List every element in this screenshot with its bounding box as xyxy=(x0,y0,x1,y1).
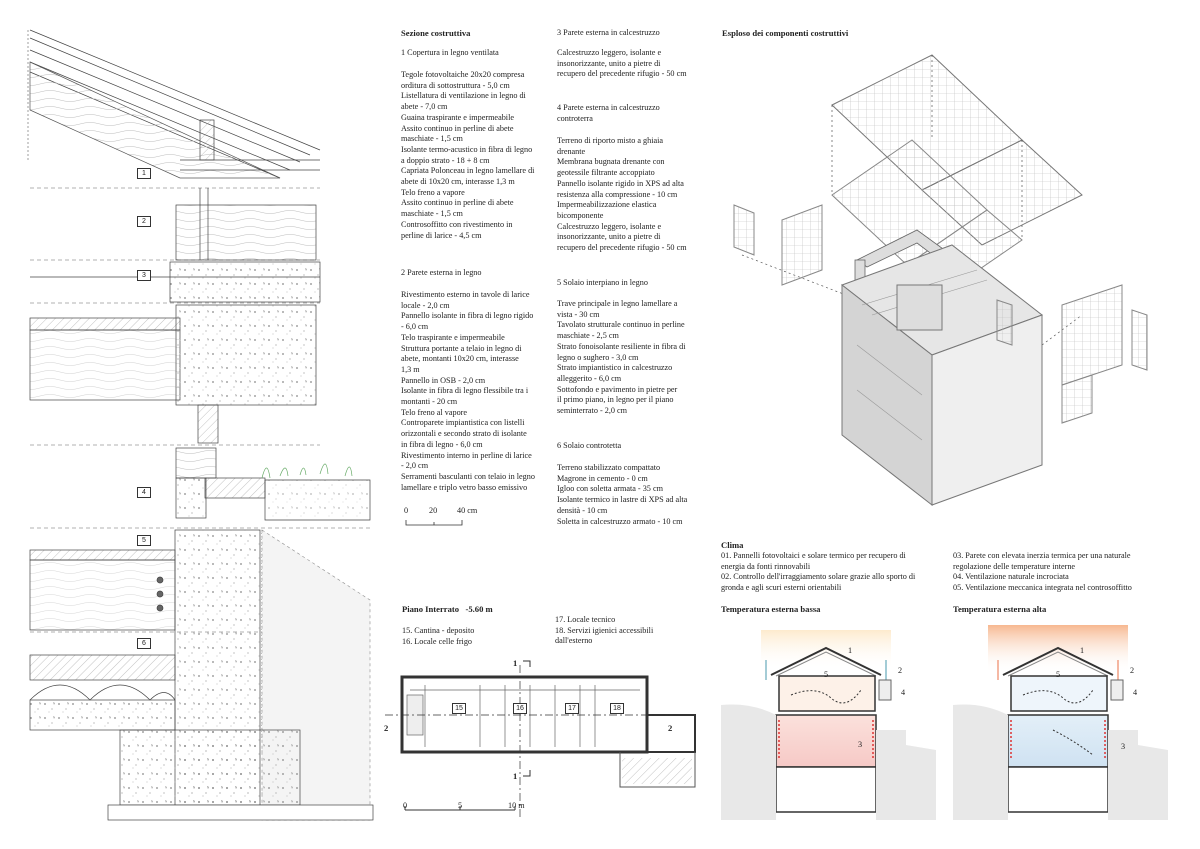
concrete-wall-heading: 3 Parete esterna in calcestruzzo xyxy=(557,28,660,37)
exploded-title: Esploso dei componenti costruttivi xyxy=(722,28,849,38)
low-num-3: 3 xyxy=(858,740,863,749)
section-tag-1: 1 xyxy=(137,168,151,179)
plan-legend-b: 17. Locale tecnico 18. Servizi igienici accessibili dall'esterno xyxy=(555,615,654,646)
high-num-2: 2 xyxy=(1130,666,1135,675)
floor-detail xyxy=(30,305,316,443)
plan-scale-0: 0 xyxy=(403,801,408,810)
low-num-4: 4 xyxy=(901,688,906,697)
plan-legend-a: 15. Cantina - deposito 16. Locale celle frigo xyxy=(402,626,475,646)
high-num-4: 4 xyxy=(1133,688,1138,697)
roof-heading: 1 Copertura in legno ventilata xyxy=(401,48,499,57)
section-title: Sezione costruttiva xyxy=(401,28,471,38)
roof-layers: Tegole fotovoltaiche 20x20 compresa orditura di sottostruttura - 5,0 cm Listellatura di ventilazione in legno di abete - 7,0 cm Guaina traspirante e impermeabile Assito continuo in perline di abete maschiate - 1,5 cm Isolante termo-acustico in fibra di legno a doppio strato - 18 + 8 cm Capriata Polonceau in legno lamellare di abete di 10x20 cm, interasse 1,3 m Telo freno a vapore Assito continuo in perline di abete maschiate - 1,5 cm Controsoffitto con rivestimento in perline di larice - 4,5 cm xyxy=(401,70,535,240)
section-scale-bar xyxy=(402,506,482,530)
high-temp-diagram xyxy=(953,620,1168,820)
high-temp-title: Temperatura esterna alta xyxy=(953,604,1047,614)
low-num-2: 2 xyxy=(898,666,903,675)
section-tag-5: 5 xyxy=(137,535,151,546)
roof-detail xyxy=(28,30,320,178)
wood-wall-layers: Rivestimento esterno in tavole di larice locale - 2,0 cm Pannello isolante in fibra di legno rigido - 6,0 cm Telo traspirante e impermeabile Struttura portante a telaio in legno di abete, montanti 10x20 cm, interasse 1,3 m Pannello in OSB - 2,0 cm Isolante in fibra di legno flessibile tra i montanti - 20 cm Telo freno al vapore Controparete impiantistica con listelli orizzontali e secondo strato di isolante in fibra di legno - 6,0 cm Rivestimento interno in perline di larice - 2,0 cm Serramenti basculanti con telaio in legno lamellare e triplo vetro basso emissivo xyxy=(401,290,535,492)
plan-room-15: 15 xyxy=(452,703,466,714)
section-tag-4: 4 xyxy=(137,487,151,498)
exploded-drawing xyxy=(722,45,1192,525)
concrete-wall-layers: Calcestruzzo leggero, isolante e insonorizzante, unito a pietre di recupero del precedente rifugio - 50 cm xyxy=(557,48,687,79)
scale-tick-20: 20 xyxy=(429,506,438,515)
scale-tick-0: 0 xyxy=(404,506,409,515)
clima-title: Clima xyxy=(721,540,744,550)
wood-wall-detail xyxy=(30,188,320,302)
basement-plan xyxy=(380,655,710,830)
plan-room-17: 17 xyxy=(565,703,579,714)
section-tag-2: 2 xyxy=(137,216,151,227)
floor-layers: Trave principale in legno lamellare a vista - 30 cm Tavolato strutturale continuo in perline maschiate - 2,5 cm Strato fonoisolante resiliente in fibra di legno o sughero - 3,0 cm Strato impiantistico in calcestruzzo alleggerito - 6,0 cm Sottofondo e pavimento in pietre per il primo piano, in legno per il piano seminterrato - 2,0 cm xyxy=(557,299,686,416)
plan-cut-2-left: 2 xyxy=(384,723,389,733)
basement-plan-svg xyxy=(380,655,710,830)
plan-cut-2-right: 2 xyxy=(668,723,673,733)
earth-wall-layers: Terreno di riporto misto a ghiaia drenante Membrana bugnata drenante con geotessile filtrante accoppiato Pannello isolante rigido in XPS ad alta resistenza alla compressione - 10 cm Impermeabilizzazione elastica bicomponente Calcestruzzo leggero, isolante e insonorizzante, unito a pietre di recupero del precedente rifugio - 50 cm xyxy=(557,136,687,253)
high-num-5: 5 xyxy=(1056,670,1061,679)
section-tag-6: 6 xyxy=(137,638,151,649)
low-temp-title: Temperatura esterna bassa xyxy=(721,604,821,614)
ground-slab-layers: Terreno stabilizzato compattato Magrone in cemento - 0 cm Igloo con soletta armata - 35 cm Isolante termico in lastre di XPS ad alta densità - 10 cm Soletta in calcestruzzo armato - 10 cm xyxy=(557,463,688,526)
plan-scale-5: 5 xyxy=(458,801,463,810)
floor-heading: 5 Solaio interpiano in legno xyxy=(557,278,648,287)
ground-detail xyxy=(176,448,370,520)
ground-slab-heading: 6 Solaio controtetta xyxy=(557,441,622,450)
section-tag-3: 3 xyxy=(137,270,151,281)
wood-wall-heading: 2 Parete esterna in legno xyxy=(401,268,482,277)
plan-room-18: 18 xyxy=(610,703,624,714)
exploded-svg xyxy=(722,45,1192,525)
scale-tick-40: 40 cm xyxy=(457,506,478,515)
high-num-1: 1 xyxy=(1080,646,1085,655)
section-drawing xyxy=(0,0,380,849)
high-num-3: 3 xyxy=(1121,742,1126,751)
high-temp-svg xyxy=(953,620,1168,820)
plan-scale-10: 10 m xyxy=(508,801,525,810)
plan-cut-1-bottom: 1 xyxy=(513,771,518,781)
plan-cut-1-top: 1 xyxy=(513,658,518,668)
low-num-5: 5 xyxy=(824,670,829,679)
low-temp-svg xyxy=(721,620,936,820)
clima-list-b: 03. Parete con elevata inerzia termica per una naturale regolazione delle temperature interne 04. Ventilazione naturale incrociata 05. Ventilazione meccanica integrata nel controsoffitto xyxy=(953,551,1132,593)
earth-wall-heading: 4 Parete esterna in calcestruzzo controterra xyxy=(557,103,660,123)
section-drawing-svg xyxy=(0,0,380,849)
low-num-1: 1 xyxy=(848,646,853,655)
plan-room-16: 16 xyxy=(513,703,527,714)
low-temp-diagram xyxy=(721,620,936,820)
plan-title: Piano Interrato -5.60 m xyxy=(402,604,493,614)
clima-list-a: 01. Pannelli fotovoltaici e solare termico per recupero di energia da fonti rinnovabili 02. Controllo dell'irraggiamento solare grazie allo sporto di gronda e agli scuri esterni orientabili xyxy=(721,551,916,593)
